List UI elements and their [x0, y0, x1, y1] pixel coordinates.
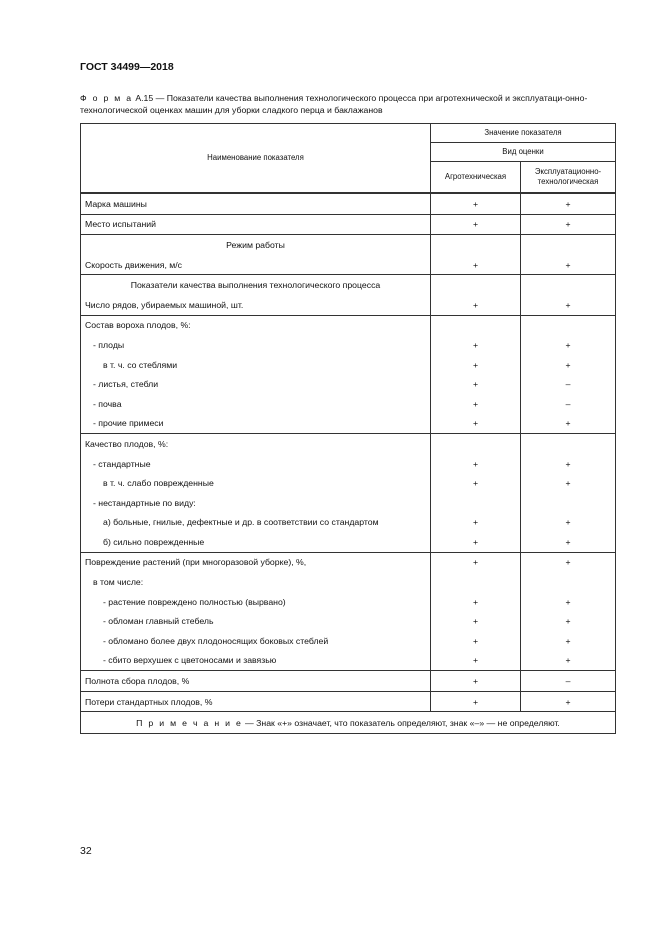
row-value-agro: +	[431, 193, 521, 214]
header-operational: Эксплуатационно-технологическая	[521, 162, 616, 194]
caption-text: А.15 — Показатели качества выполнения технологического процесса при агротехнической и эксплуатаци-онно-технологической оценках машин для уборки сладкого перца и баклажанов	[80, 93, 588, 115]
row-label: Потери стандартных плодов, %	[81, 691, 431, 712]
row-value-agro: +	[431, 374, 521, 394]
header-value-group: Значение показателя	[431, 124, 616, 143]
header-eval-type: Вид оценки	[431, 143, 616, 162]
row-value-agro: +	[431, 473, 521, 493]
note-prefix: П р и м е ч а н и е	[136, 717, 243, 728]
row-value-oper: +	[521, 552, 616, 572]
page-number: 32	[80, 845, 92, 857]
row-label: - растение повреждено полностью (вырвано)	[81, 592, 431, 612]
row-value-oper: +	[521, 532, 616, 552]
row-value-agro: +	[431, 355, 521, 375]
note-text: — Знак «+» означает, что показатель определяют, знак «–» — не определяют.	[242, 717, 560, 728]
row-value-agro: +	[431, 611, 521, 631]
row-value-oper: +	[521, 691, 616, 712]
row-label: а) больные, гнилые, дефектные и др. в соответствии со стандартом	[81, 513, 431, 533]
header-name-column: Наименование показателя	[81, 124, 431, 194]
row-value-oper: +	[521, 335, 616, 355]
row-label: - стандартные	[81, 454, 431, 474]
row-value-oper: +	[521, 611, 616, 631]
row-label: - сбито верхушек с цветоносами и завязью	[81, 651, 431, 671]
row-value-agro	[431, 315, 521, 335]
row-value-agro: +	[431, 335, 521, 355]
row-value-agro: +	[431, 592, 521, 612]
row-value-agro	[431, 275, 521, 295]
row-value-oper: +	[521, 651, 616, 671]
row-value-oper: +	[521, 454, 616, 474]
row-value-oper: +	[521, 473, 616, 493]
row-label: в т. ч. со стеблями	[81, 355, 431, 375]
row-value-agro: +	[431, 255, 521, 275]
row-value-agro	[431, 493, 521, 513]
row-value-agro: +	[431, 454, 521, 474]
standard-designation: ГОСТ 34499—2018	[80, 61, 174, 73]
row-label: Повреждение растений (при многоразовой уборке), %,	[81, 552, 431, 572]
row-label: Полнота сбора плодов, %	[81, 671, 431, 692]
row-label: Состав вороха плодов, %:	[81, 315, 431, 335]
row-label: Число рядов, убираемых машиной, шт.	[81, 295, 431, 315]
row-label: - обломано более двух плодоносящих боковых стеблей	[81, 631, 431, 651]
row-value-oper: –	[521, 394, 616, 414]
row-value-agro	[431, 572, 521, 592]
row-value-agro: +	[431, 414, 521, 434]
row-label: в том числе:	[81, 572, 431, 592]
row-value-oper: +	[521, 355, 616, 375]
row-label: - почва	[81, 394, 431, 414]
row-value-agro: +	[431, 651, 521, 671]
row-value-oper	[521, 572, 616, 592]
row-value-oper: –	[521, 671, 616, 692]
row-value-oper: +	[521, 513, 616, 533]
row-label: - плоды	[81, 335, 431, 355]
row-value-oper: +	[521, 592, 616, 612]
row-label: - обломан главный стебель	[81, 611, 431, 631]
section-heading: Режим работы	[81, 235, 431, 255]
row-value-agro: +	[431, 214, 521, 235]
row-label: Марка машины	[81, 193, 431, 214]
row-label: Место испытаний	[81, 214, 431, 235]
row-label: б) сильно поврежденные	[81, 532, 431, 552]
caption-prefix: Ф о р м а	[80, 93, 133, 103]
row-value-oper: +	[521, 631, 616, 651]
row-value-oper: +	[521, 193, 616, 214]
row-label: - нестандартные по виду:	[81, 493, 431, 513]
indicator-table	[80, 123, 616, 734]
row-value-agro: +	[431, 394, 521, 414]
table-note	[81, 712, 616, 734]
row-value-oper: –	[521, 374, 616, 394]
row-label: в т. ч. слабо поврежденные	[81, 473, 431, 493]
row-value-agro: +	[431, 631, 521, 651]
row-value-agro: +	[431, 513, 521, 533]
row-value-oper: +	[521, 214, 616, 235]
row-label: Качество плодов, %:	[81, 434, 431, 454]
row-value-oper	[521, 275, 616, 295]
section-heading: Показатели качества выполнения технологического процесса	[81, 275, 431, 295]
row-label: Скорость движения, м/с	[81, 255, 431, 275]
row-label: - прочие примеси	[81, 414, 431, 434]
row-value-oper	[521, 315, 616, 335]
form-caption	[80, 92, 608, 116]
row-value-oper	[521, 493, 616, 513]
row-label: - листья, стебли	[81, 374, 431, 394]
row-value-agro: +	[431, 691, 521, 712]
row-value-agro	[431, 235, 521, 255]
row-value-oper	[521, 434, 616, 454]
row-value-agro	[431, 434, 521, 454]
row-value-oper: +	[521, 255, 616, 275]
row-value-agro: +	[431, 532, 521, 552]
row-value-agro: +	[431, 295, 521, 315]
row-value-oper: +	[521, 295, 616, 315]
row-value-oper	[521, 235, 616, 255]
header-agrotechnical: Агротехническая	[431, 162, 521, 194]
row-value-agro: +	[431, 552, 521, 572]
row-value-oper: +	[521, 414, 616, 434]
row-value-agro: +	[431, 671, 521, 692]
